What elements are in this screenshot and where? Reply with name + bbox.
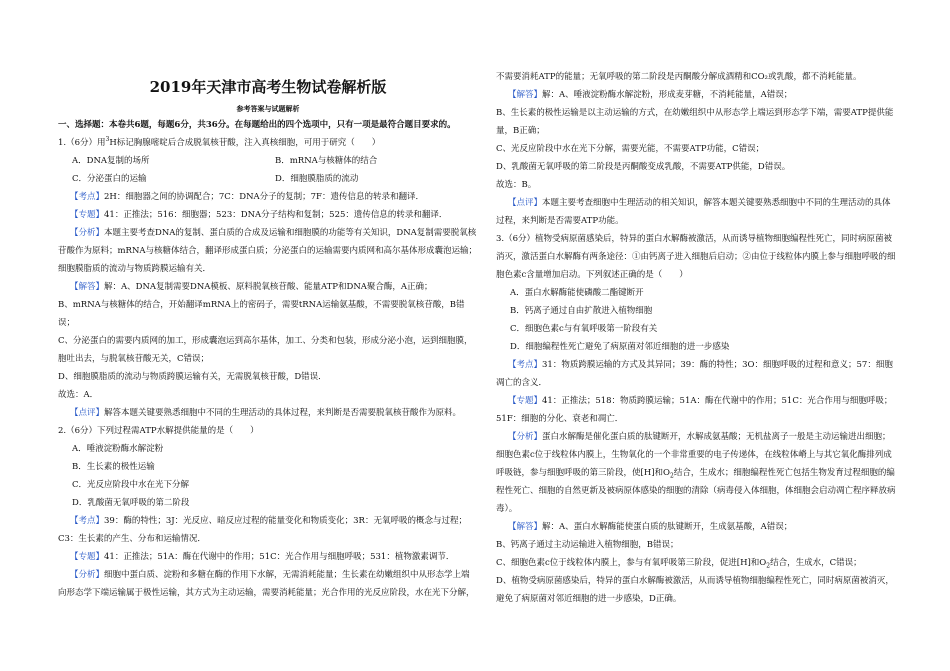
q1-answer: 故选：A．	[58, 390, 99, 400]
q2-answer: 故选：B。	[496, 180, 537, 190]
q2-fenxi-cont: 不需要消耗ATP的能量；无氧呼吸的第二阶段是丙酮酸分解成酒精和CO₂或乳酸，都不消耗能量。	[496, 72, 862, 82]
q1-option-b: B．mRNA与核糖体的结合	[275, 156, 378, 166]
q1-dianping: 【点评】解答本题关键要熟悉细胞中不同的生理活动的具体过程，来判断是否需要脱氧核苷酸作为原料。	[70, 408, 462, 418]
q2-jieda-b: B、生长素的极性运输是以主动运输的方式，在幼嫩组织中从形态学上端运到形态学下端，需要ATP提供能量，B正确；	[496, 108, 894, 136]
q1-options-row1	[58, 152, 478, 170]
q3-fenxi: 【分析】蛋白水解酶是催化蛋白质的肽键断开，水解成氨基酸；无机盐离子一般是主动运输进出细胞；细胞色素c位于线粒体内膜上，生物氧化的一个非常重要的电子传递体，在线粒体嵴上与其它氧化酶排列成呼吸链，参与细胞呼吸的第三阶段，使[H]和$O_2$结合，生成水；细胞编程性死亡包括生物发育过程细胞的编程性死亡、细胞的自然更新及被病原体感染的细胞的清除（病毒侵入体细胞，体细胞会启动凋亡程序释放病毒）。	[496, 432, 896, 514]
q1-kaodian: 【考点】2H：细胞器之间的协调配合；7C：DNA分子的复制；7F：遗传信息的转录和翻译．	[70, 192, 424, 202]
left-column	[58, 0, 478, 671]
page-title: 2019年天津市高考生物试卷解析版	[149, 78, 387, 96]
q3-option-a: A．蛋白水解酶能使磷酸二酯键断开	[510, 288, 644, 298]
q1-jieda-b: B、mRNA与核糖体的结合，开始翻译mRNA上的密码子，需要tRNA运输氨基酸，不需要脱氧核苷酸，B错误；	[58, 300, 465, 328]
q2-option-b: B．生长素的极性运输	[72, 462, 155, 472]
q1-options-row2	[58, 170, 478, 188]
q1-jieda-d: D、细胞膜脂质的流动与物质跨膜运输有关，无需脱氧核苷酸，D错误．	[58, 372, 327, 382]
q3-jieda-d: D、植物受病原菌感染后，特异的蛋白水解酶被激活，从而诱导植物细胞编程性死亡，同时病原菌被消灭，避免了病原菌对邻近细胞的进一步感染，D正确。	[496, 576, 894, 604]
q1-option-a: A．DNA复制的场所	[72, 156, 150, 166]
q1-stem: 1.（6分）用$^3$H标记胸腺嘧啶后合成脱氧核苷酸，注入真核细胞，可用于研究（ ）	[58, 136, 381, 148]
section-heading: 一、选择题：本卷共6题，每题6分，共36分。在每题给出的四个选项中，只有一项是最符合题目要求的。	[58, 120, 456, 130]
q2-option-d: D．乳酸菌无氧呼吸的第二阶段	[72, 498, 190, 508]
q1-option-c: C．分泌蛋白的运输	[72, 174, 147, 184]
q2-stem: 2.（6分）下列过程需ATP水解提供能量的是（ ）	[58, 426, 259, 436]
q1-jieda-c: C、分泌蛋白的需要内质网的加工，形成囊泡运到高尔基体，加工、分类和包装，形成分泌小泡，运到细胞膜，胞吐出去，与脱氧核苷酸无关，C错误；	[58, 336, 473, 364]
q2-jieda-d: D、乳酸菌无氧呼吸的第二阶段是丙酮酸变成乳酸，不需要ATP供能，D错误。	[496, 162, 791, 172]
q3-zhuanti: 【专题】41：正推法；518：物质跨膜运输；51A：酶在代谢中的作用；51C：光合作用与细胞呼吸；51F：细胞的分化、衰老和凋亡．	[496, 396, 893, 424]
q3-jieda-b: B、钙离子通过主动运输进入植物细胞，B错误；	[496, 540, 679, 550]
page-subtitle: 参考答案与试题解析	[236, 104, 300, 113]
q1-fenxi: 【分析】本题主要考查DNA的复制、蛋白质的合成及运输和细胞膜的功能等有关知识，DNA复制需要脱氧核苷酸作为原料；mRNA与核糖体结合，翻译形成蛋白质；分泌蛋白的运输需要内质网和高尔基体形成囊泡运输；细胞膜脂质的流动与物质跨膜运输有关．	[58, 228, 478, 274]
q3-option-b: B．钙离子通过自由扩散进入植物细胞	[510, 306, 653, 316]
q2-dianping: 【点评】本题主要考查细胞中生理活动的相关知识，解答本题关键要熟悉细胞中不同的生理活动的具体过程，来判断是否需要ATP功能。	[496, 198, 891, 226]
q1-option-d: D．细胞膜脂质的流动	[275, 174, 359, 184]
q2-kaodian: 【考点】39：酶的特性；3J：光反应、暗反应过程的能量变化和物质变化；3R：无氧呼吸的概念与过程；C3：生长素的产生、分布和运输情况．	[58, 516, 467, 544]
q3-kaodian: 【考点】31：物质跨膜运输的方式及其异同；39：酶的特性；3O：细胞呼吸的过程和意义；57：细胞凋亡的含义．	[496, 360, 893, 388]
q2-jieda: 【解答】解：A、唾液淀粉酶水解淀粉，形成麦芽糖，不消耗能量，A错误；	[508, 90, 793, 100]
q3-jieda-c: C、细胞色素c位于线粒体内膜上，参与有氧呼吸第三阶段，促进[H]和$O_2$结合，生成水，C错误；	[496, 558, 862, 570]
q3-option-d: D．细胞编程性死亡避免了病原菌对邻近细胞的进一步感染	[510, 342, 730, 352]
q3-option-c: C．细胞色素c与有氧呼吸第一阶段有关	[510, 324, 658, 334]
q2-jieda-c: C、光反应阶段中水在光下分解，需要光能，不需要ATP功能，C错误；	[496, 144, 765, 154]
q3-stem: 3.（6分）植物受病原菌感染后，特异的蛋白水解酶被激活，从而诱导植物细胞编程性死亡，同时病原菌被消灭，激活蛋白水解酶有两条途径：①由钙离子进入细胞后启动；②由位于线粒体内膜上参与细胞呼吸的细胞色素c含量增加启动。下列叙述正确的是（ ）	[496, 234, 896, 280]
q2-option-a: A．唾液淀粉酶水解淀粉	[72, 444, 164, 454]
q1-zhuanti: 【专题】41：正推法；516：细胞器；523：DNA分子结构和复制；525：遗传信息的转录和翻译．	[70, 210, 448, 220]
right-column	[496, 0, 896, 671]
q2-zhuanti: 【专题】41：正推法；51A：酶在代谢中的作用；51C：光合作用与细胞呼吸；531：植物激素调节．	[70, 552, 455, 562]
q1-jieda: 【解答】解：A、DNA复制需要DNA模板、原料脱氧核苷酸、能量ATP和DNA聚合酶，A正确；	[70, 282, 433, 292]
q2-fenxi: 【分析】细胞中蛋白质、淀粉和多糖在酶的作用下水解，无需消耗能量；生长素在幼嫩组织中从形态学上端向形态学下端运输属于极性运输，其方式为主动运输，需要消耗能量；光合作用的光反应阶段，水在光下分解，	[58, 570, 475, 598]
q2-option-c: C．光反应阶段中水在光下分解	[72, 480, 190, 490]
q3-jieda: 【解答】解：A、蛋白水解酶能使蛋白质的肽键断开，生成氨基酸，A错误；	[508, 522, 793, 532]
